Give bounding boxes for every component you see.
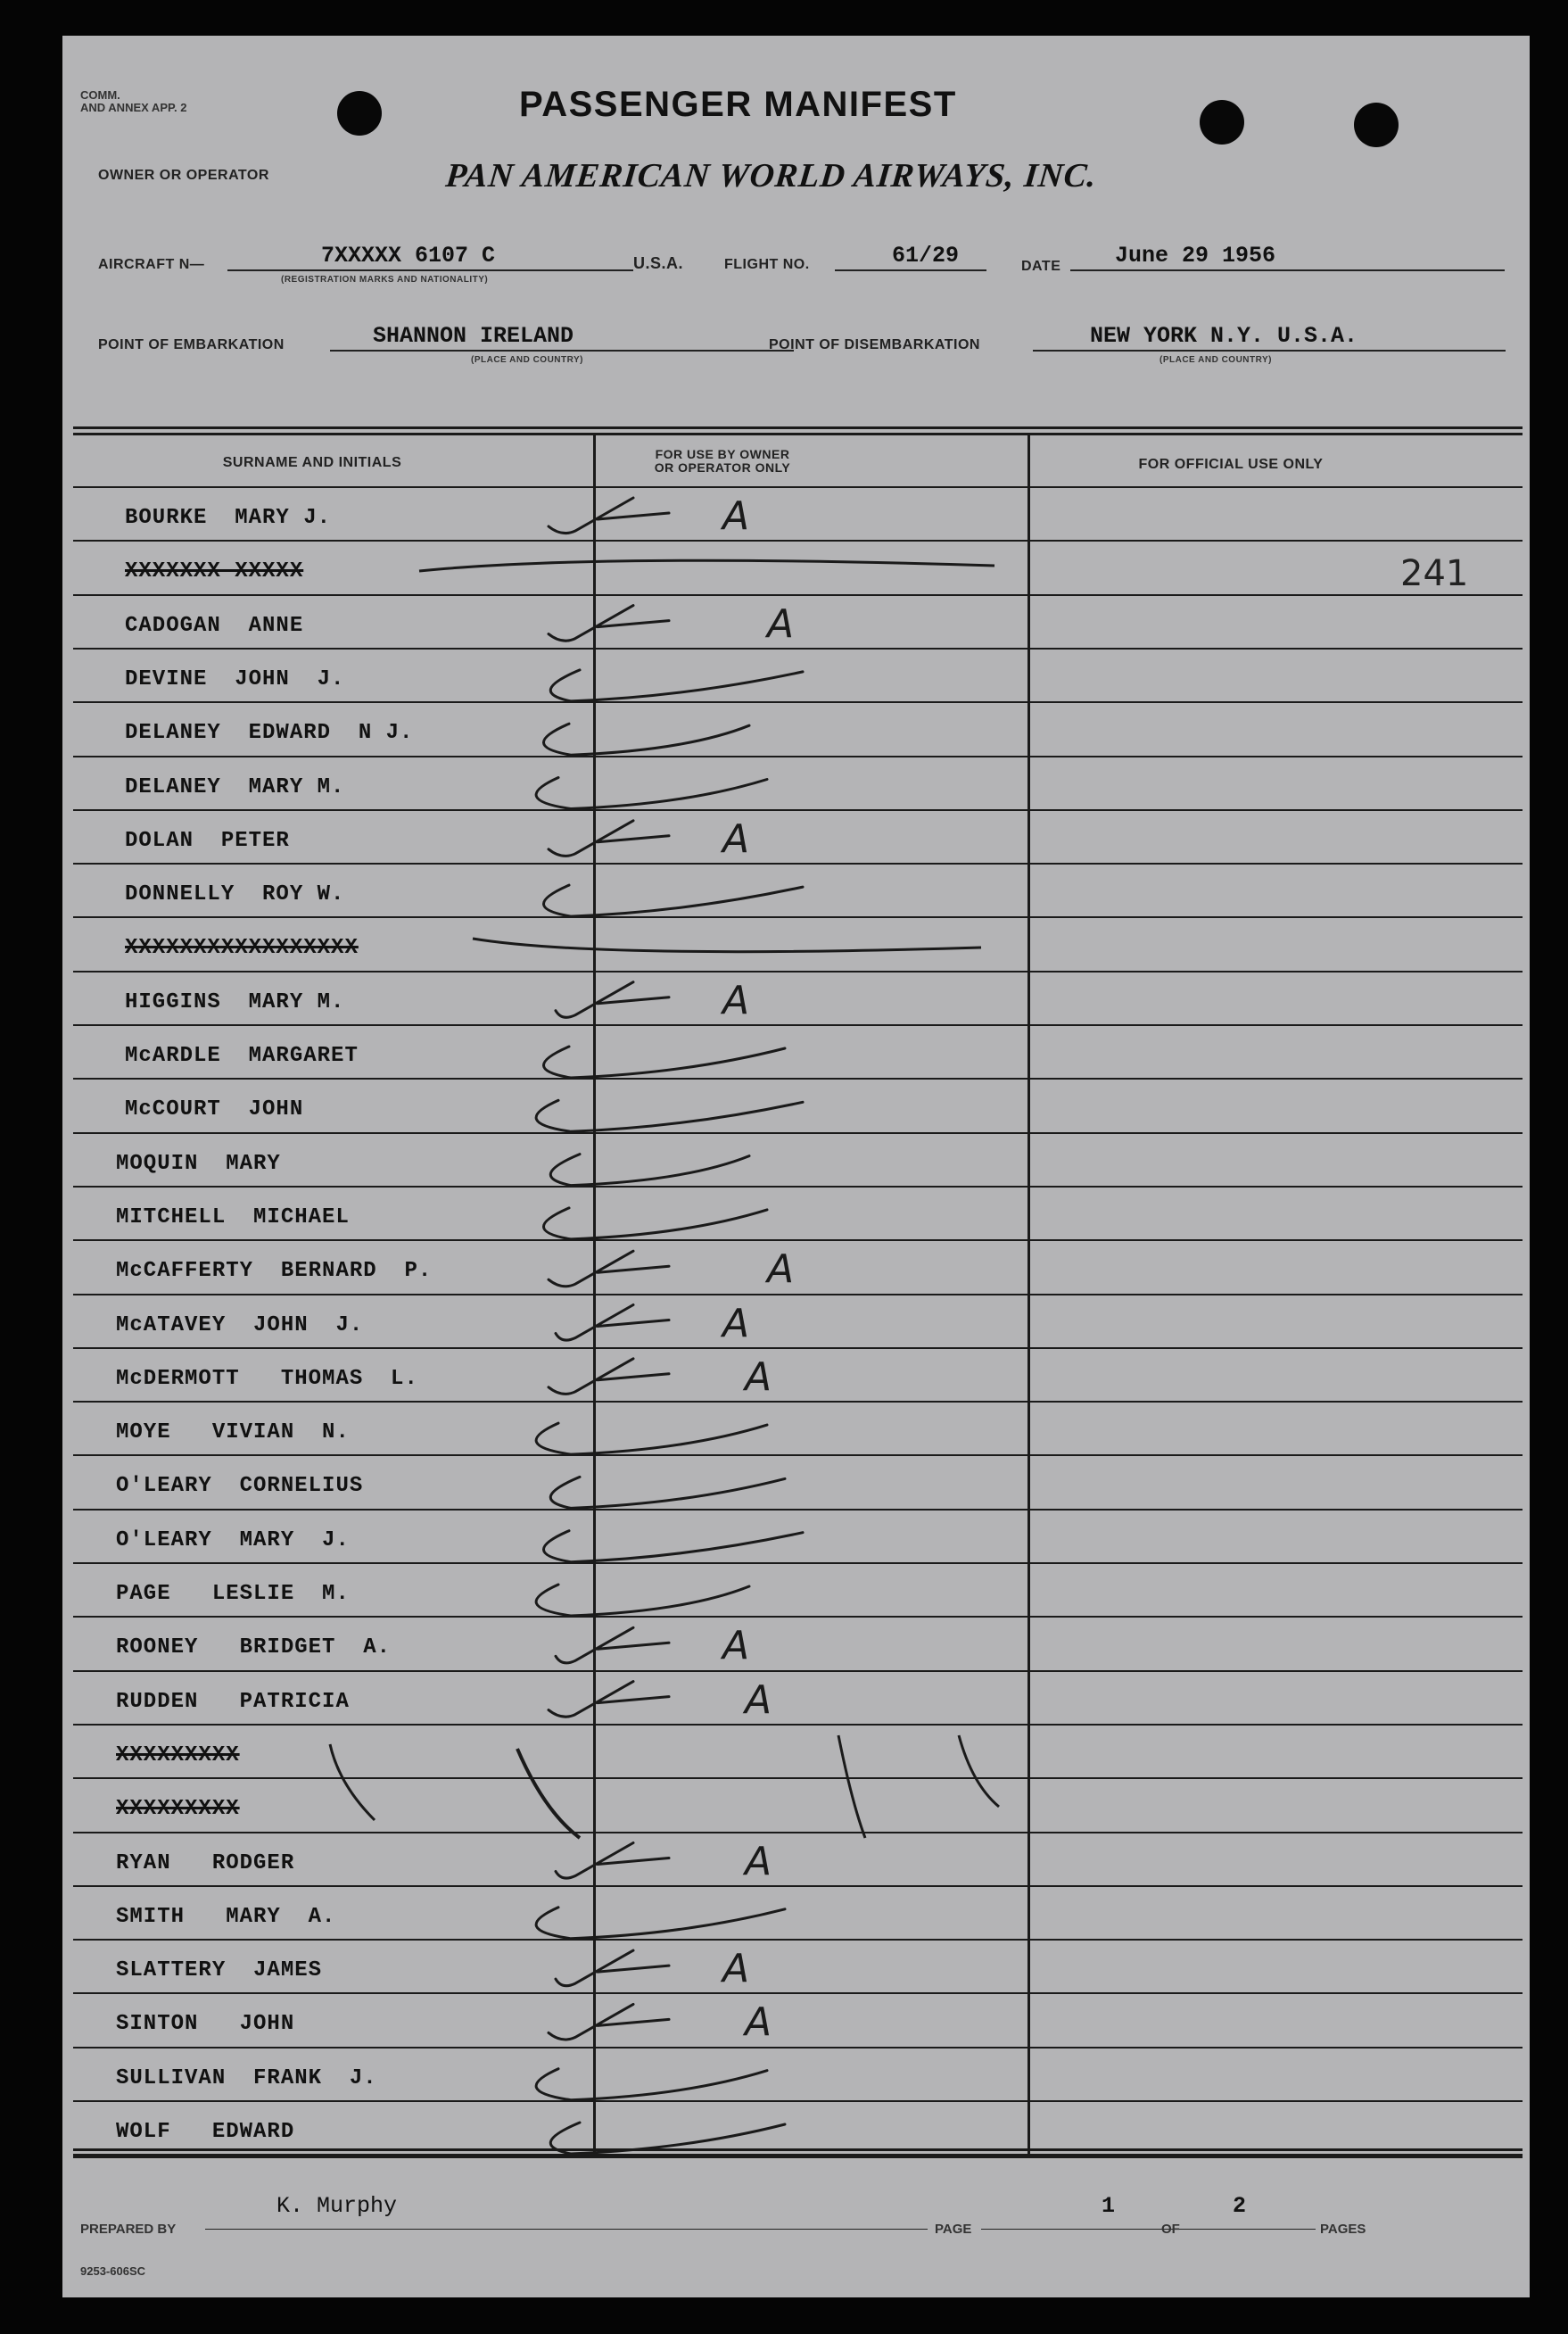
- form-number: 9253-606SC: [80, 2264, 145, 2278]
- row-rule: [73, 1239, 1523, 1241]
- embarkation-sublabel: (PLACE AND COUNTRY): [471, 355, 583, 365]
- row-rule: [73, 594, 1523, 596]
- column-header-surname: SURNAME AND INITIALS: [222, 455, 402, 470]
- row-rule: [73, 1509, 1523, 1510]
- check-mark: [549, 498, 669, 534]
- row-rule: [73, 1078, 1523, 1080]
- passenger-name: DOLAN PETER: [125, 828, 290, 853]
- passenger-name: MITCHELL MICHAEL: [116, 1204, 350, 1229]
- passenger-name: SMITH MARY A.: [116, 1904, 336, 1929]
- check-mark: [550, 670, 803, 701]
- operator-mark: A: [722, 493, 750, 539]
- flight-value: 61/29: [892, 243, 960, 269]
- row-rule: [73, 1562, 1523, 1564]
- check-mark: [536, 1908, 785, 1939]
- row-rule: [73, 1992, 1523, 1994]
- pages-underline: [1191, 2229, 1316, 2230]
- strike-line: [473, 939, 981, 952]
- disembarkation-sublabel: (PLACE AND COUNTRY): [1159, 355, 1272, 365]
- aircraft-sublabel: (REGISTRATION MARKS AND NATIONALITY): [281, 275, 489, 285]
- manifest-page: [62, 36, 1530, 2297]
- page-label: PAGE: [935, 2222, 972, 2237]
- check-mark: [550, 1477, 785, 1508]
- check-mark: [556, 1305, 669, 1341]
- check-mark: [556, 1627, 669, 1663]
- operator-mark: A: [745, 1838, 772, 1884]
- strike-line: [419, 560, 994, 571]
- row-rule: [73, 1939, 1523, 1941]
- check-mark: [550, 2123, 785, 2154]
- check-mark: [556, 1950, 669, 1986]
- row-rule: [73, 1294, 1523, 1295]
- check-mark: [543, 1047, 785, 1078]
- check-mark: [556, 1843, 669, 1879]
- operator-mark: A: [722, 977, 750, 1023]
- row-rule: [73, 971, 1523, 972]
- passenger-name: XXXXXXX XXXXX: [125, 559, 304, 584]
- operator-mark: A: [722, 1946, 750, 1992]
- check-mark: [543, 1208, 767, 1239]
- check-mark: [549, 606, 669, 641]
- row-rule: [73, 1024, 1523, 1026]
- passenger-name: ROONEY BRIDGET A.: [116, 1635, 392, 1660]
- disembarkation-value: NEW YORK N.Y. U.S.A.: [1090, 323, 1358, 349]
- passenger-name: XXXXXXXXX: [116, 1797, 240, 1822]
- page-number: 1: [1102, 2193, 1116, 2219]
- check-mark: [536, 778, 767, 809]
- row-rule: [73, 1777, 1523, 1779]
- passenger-name: MOYE VIVIAN N.: [116, 1420, 350, 1445]
- passenger-name: BOURKE MARY J.: [125, 506, 332, 530]
- passenger-name: SLATTERY JAMES: [116, 1958, 323, 1983]
- stray-mark: [517, 1749, 580, 1838]
- row-rule: [73, 1454, 1523, 1456]
- passenger-name: XXXXXXXXX: [116, 1742, 240, 1767]
- row-rule: [73, 701, 1523, 703]
- stray-mark: [330, 1744, 375, 1820]
- row-rule: [73, 1132, 1523, 1134]
- row-rule: [73, 1186, 1523, 1188]
- row-rule: [73, 2047, 1523, 2048]
- check-mark: [543, 885, 803, 916]
- operator-mark: A: [745, 1353, 772, 1400]
- passenger-name: McCAFFERTY BERNARD P.: [116, 1259, 433, 1284]
- passenger-name: McDERMOTT THOMAS L.: [116, 1366, 418, 1391]
- operator-mark: A: [745, 1999, 772, 2046]
- row-rule: [73, 1401, 1523, 1403]
- passenger-name: CADOGAN ANNE: [125, 613, 304, 638]
- check-mark: [536, 1585, 749, 1616]
- passenger-name: SINTON JOHN: [116, 2012, 295, 2037]
- row-rule: [73, 1670, 1523, 1672]
- operator-mark: A: [722, 1623, 750, 1669]
- check-mark: [550, 1155, 749, 1186]
- disembarkation-label: POINT OF DISEMBARKATION: [769, 337, 980, 352]
- date-value: June 29 1956: [1115, 243, 1276, 269]
- stray-mark: [838, 1735, 865, 1838]
- check-mark: [549, 1682, 669, 1717]
- passenger-name: WOLF EDWARD: [116, 2120, 295, 2144]
- check-mark: [536, 1100, 803, 1131]
- row-rule: [73, 486, 1523, 488]
- check-mark: [556, 982, 669, 1018]
- check-mark: [549, 821, 669, 857]
- passenger-name: DONNELLY ROY W.: [125, 882, 345, 907]
- passenger-name: RUDDEN PATRICIA: [116, 1689, 350, 1714]
- operator-mark: A: [767, 1246, 795, 1293]
- passenger-name: O'LEARY MARY J.: [116, 1527, 350, 1552]
- passenger-name: McCOURT JOHN: [125, 1097, 304, 1122]
- aircraft-value: 7XXXXX 6107 C: [321, 243, 496, 269]
- pages-total: 2: [1233, 2193, 1247, 2219]
- passenger-name: DELANEY EDWARD N J.: [125, 721, 414, 746]
- row-rule: [73, 1885, 1523, 1887]
- stray-mark: [959, 1735, 999, 1807]
- pages-label: PAGES: [1320, 2222, 1366, 2237]
- handwritten-number: 241: [1400, 553, 1469, 594]
- passenger-name: PAGE LESLIE M.: [116, 1582, 350, 1606]
- row-rule: [73, 2100, 1523, 2102]
- row-rule: [73, 1616, 1523, 1618]
- prepared-by-label: PREPARED BY: [80, 2222, 177, 2237]
- owner-label: OWNER OR OPERATOR: [98, 168, 269, 183]
- prepared-by-value: K. Murphy: [276, 2193, 398, 2219]
- flight-label: FLIGHT NO.: [724, 257, 810, 272]
- column-header-owner-use: FOR USE BY OWNER OR OPERATOR ONLY: [654, 447, 791, 475]
- check-mark: [543, 1531, 803, 1562]
- row-rule: [73, 1832, 1523, 1833]
- check-mark: [536, 2069, 767, 2100]
- passenger-name: XXXXXXXXXXXXXXXXX: [125, 936, 359, 961]
- operator-mark: A: [722, 1300, 750, 1346]
- passenger-name: DEVINE JOHN J.: [125, 666, 345, 691]
- passenger-name: O'LEARY CORNELIUS: [116, 1474, 364, 1499]
- row-rule: [73, 540, 1523, 542]
- date-label: DATE: [1021, 259, 1061, 274]
- column-header-official-use: FOR OFFICIAL USE ONLY: [1138, 457, 1324, 472]
- row-rule: [73, 1724, 1523, 1726]
- form-corner-note: COMM. AND ANNEX APP. 2: [80, 88, 187, 114]
- operator-mark: A: [745, 1676, 772, 1723]
- embarkation-value: SHANNON IRELAND: [373, 323, 574, 349]
- passenger-name: MOQUIN MARY: [116, 1151, 281, 1176]
- passenger-name: McARDLE MARGARET: [125, 1044, 359, 1068]
- check-mark: [549, 1251, 669, 1287]
- passenger-name: DELANEY MARY M.: [125, 774, 345, 799]
- passenger-name: RYAN RODGER: [116, 1850, 295, 1875]
- row-rule: [73, 2154, 1523, 2156]
- page-title: PASSENGER MANIFEST: [519, 85, 957, 124]
- aircraft-country: U.S.A.: [633, 254, 684, 272]
- check-mark: [549, 1359, 669, 1395]
- passenger-name: HIGGINS MARY M.: [125, 989, 345, 1014]
- row-rule: [73, 863, 1523, 865]
- company-name: PAN AMERICAN WORLD AIRWAYS, INC.: [443, 157, 1099, 194]
- check-mark: [543, 724, 749, 755]
- prepared-underline: [205, 2229, 928, 2230]
- passenger-name: McATAVEY JOHN J.: [116, 1312, 364, 1337]
- aircraft-label: AIRCRAFT N—: [98, 257, 205, 272]
- operator-mark: A: [722, 815, 750, 862]
- of-label: OF: [1161, 2222, 1180, 2237]
- passenger-name: SULLIVAN FRANK J.: [116, 2065, 377, 2090]
- check-mark: [549, 2004, 669, 2040]
- operator-mark: A: [767, 600, 795, 647]
- row-rule: [73, 1347, 1523, 1349]
- check-mark: [536, 1423, 767, 1454]
- embarkation-label: POINT OF EMBARKATION: [98, 337, 285, 352]
- handwritten-check-marks: [62, 36, 1530, 2297]
- row-rule: [73, 648, 1523, 650]
- row-rule: [73, 756, 1523, 757]
- row-rule: [73, 916, 1523, 918]
- row-rule: [73, 809, 1523, 811]
